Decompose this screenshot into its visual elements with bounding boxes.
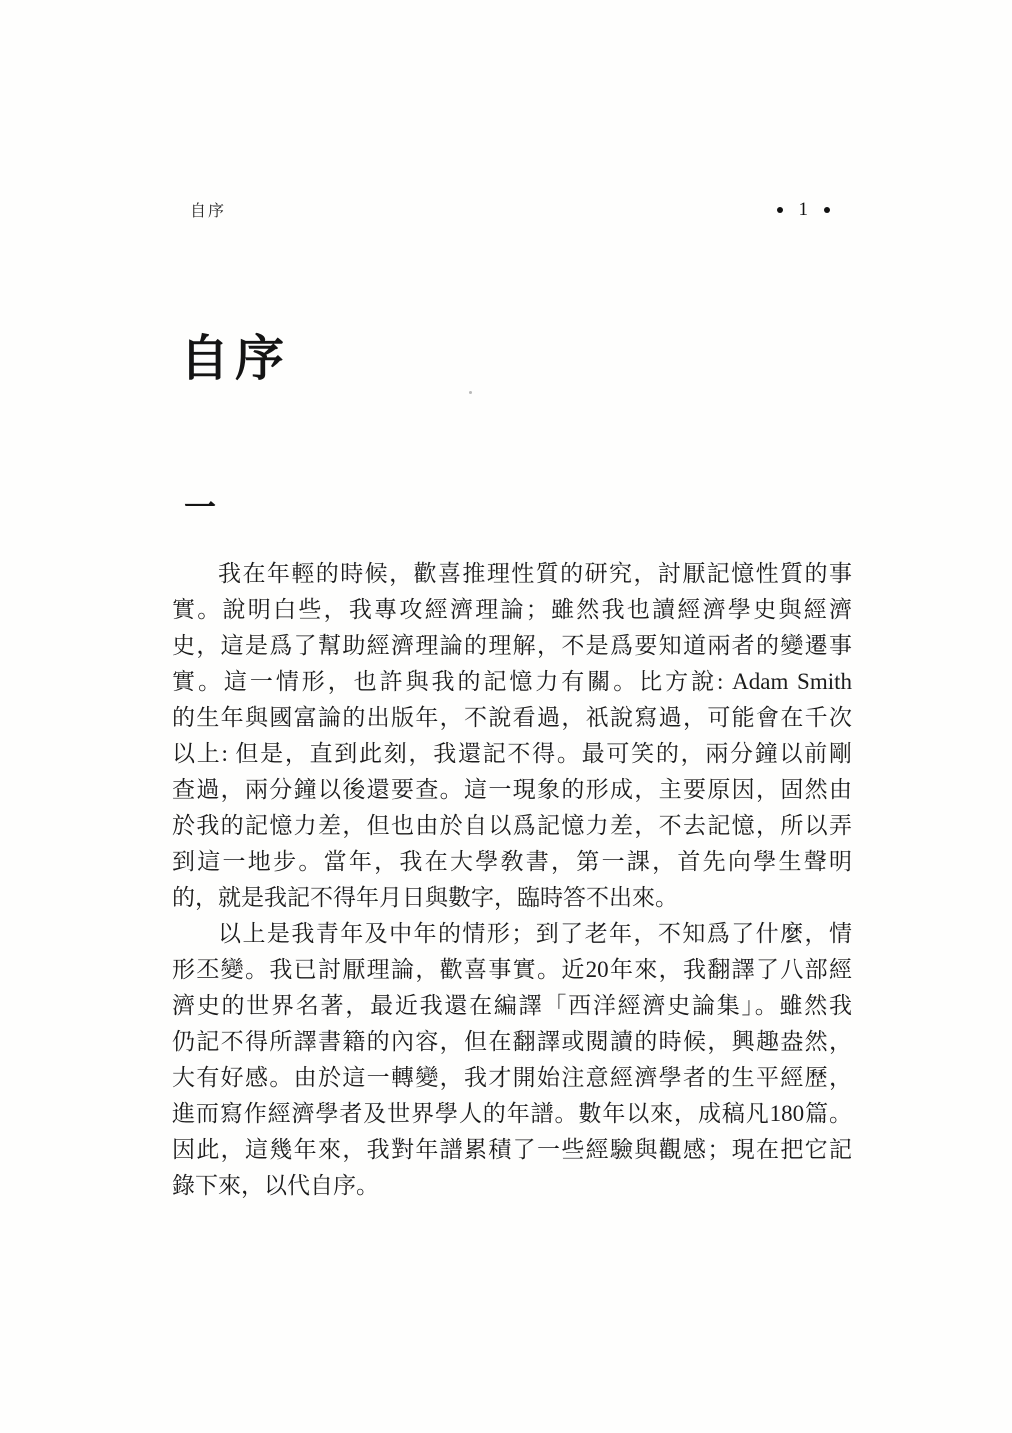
text-line: 進而寫作經濟學者及世界學人的年譜。數年以來，成稿凡180篇。 <box>172 1101 852 1126</box>
page-number-value: 1 <box>798 198 808 220</box>
text-line: 到這一地步。當年，我在大學敎書，第一課，首先向學生聲明 <box>172 849 852 874</box>
text-line: 實。這一情形，也許與我的記憶力有關。比方說: Adam Smith <box>172 669 852 694</box>
text-line: 的生年與國富論的出版年，不說看過，祇說寫過，可能會在千次 <box>172 705 852 730</box>
text-line: 以上是我青年及中年的情形；到了老年，不知爲了什麼，情 <box>218 921 852 946</box>
page-number <box>777 199 831 221</box>
text-line: 因此，這幾年來，我對年譜累積了一些經驗與觀感；現在把它記 <box>172 1137 852 1162</box>
dot-icon <box>777 207 783 213</box>
text-line: 濟史的世界名著，最近我還在編譯「西洋經濟史論集」。雖然我 <box>172 993 852 1018</box>
page-title: 自序 <box>180 331 291 386</box>
text-line: 的，就是我記不得年月日與數字，臨時答不出來。 <box>172 885 678 910</box>
body-text <box>172 556 852 1204</box>
paragraph <box>172 916 852 1204</box>
section-marker: 一 <box>184 489 217 525</box>
text-line: 查過，兩分鐘以後還要查。這一現象的形成，主要原因，固然由 <box>172 777 852 802</box>
text-line: 仍記不得所譯書籍的內容，但在翻譯或閱讀的時候，興趣盎然， <box>172 1029 852 1054</box>
page-header <box>190 198 830 221</box>
text-line: 錄下來，以代自序。 <box>172 1173 379 1198</box>
scan-speckle <box>469 391 472 394</box>
text-line: 於我的記憶力差，但也由於自以爲記憶力差，不去記憶，所以弄 <box>172 813 852 838</box>
dot-icon <box>824 207 830 213</box>
text-line: 我在年輕的時候，歡喜推理性質的研究，討厭記憶性質的事 <box>218 561 852 586</box>
text-line: 史，這是爲了幫助經濟理論的理解，不是爲要知道兩者的變遷事 <box>172 633 852 658</box>
paragraph <box>172 556 852 916</box>
text-line: 以上: 但是，直到此刻，我還記不得。最可笑的，兩分鐘以前剛 <box>172 741 852 766</box>
text-line: 大有好感。由於這一轉變，我才開始注意經濟學者的生平經歷， <box>172 1065 852 1090</box>
running-title: 自序 <box>190 203 227 220</box>
text-line: 實。說明白些，我專攻經濟理論；雖然我也讀經濟學史與經濟 <box>172 597 852 622</box>
text-line: 形丕變。我已討厭理論，歡喜事實。近20年來，我翻譯了八部經 <box>172 957 852 982</box>
